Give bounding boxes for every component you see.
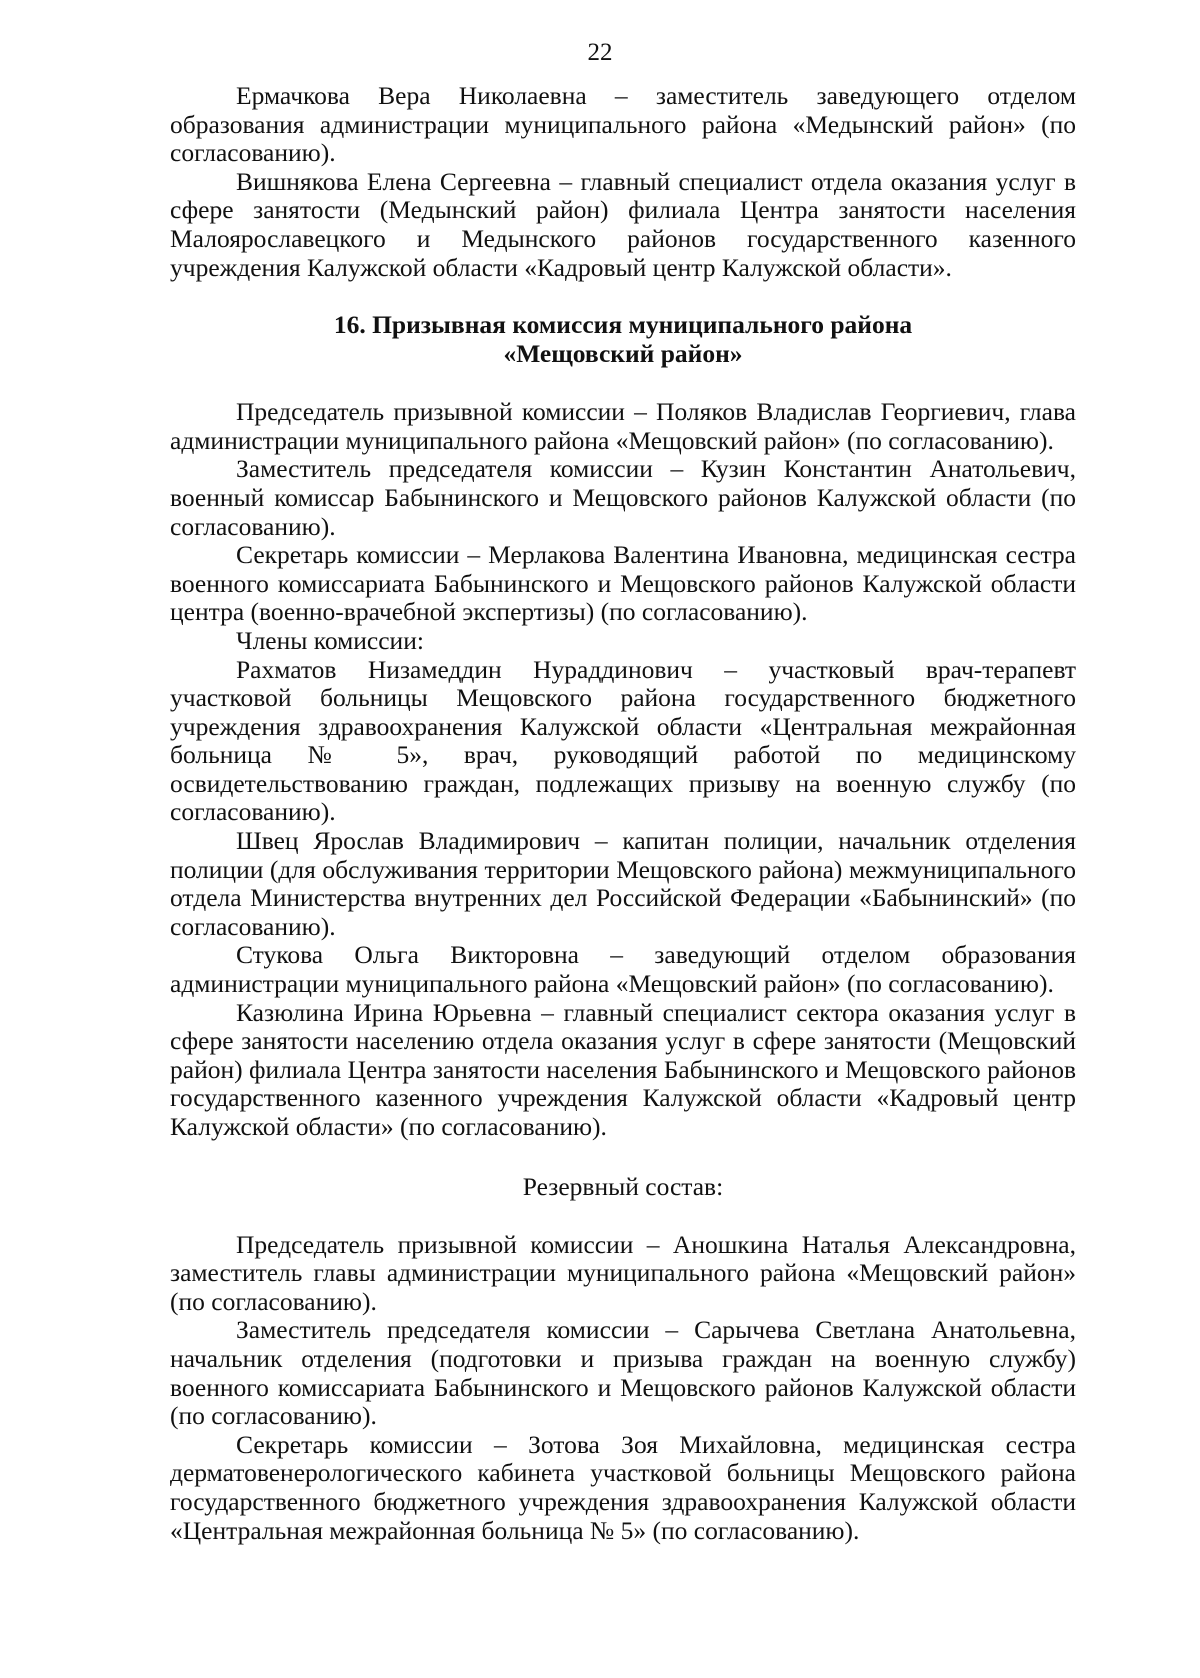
paragraph-chairman: Председатель призывной комиссии – Поляков Владислав Георгиевич, глава администрации муниципального района «Мещовский район» (по согласованию). xyxy=(170,397,1076,455)
paragraph-vishnyakova: Вишнякова Елена Сергеевна – главный специалист отдела оказания услуг в сфере занятости (Медынский район) филиала Центра занятости населения Малоярославецкого и Медынского районов государственного казенного учреждения Калужской области «Кадровый центр Калужской области». xyxy=(170,166,1076,282)
paragraph-reserve-chairman: Председатель призывной комиссии – Аношкина Наталья Александровна, заместитель главы администрации муниципального района «Мещовский район» (по согласованию). xyxy=(170,1229,1076,1316)
reserve-heading: Резервный состав: xyxy=(522,1171,724,1201)
paragraph-member-rakhmatov: Рахматов Низамеддин Нураддинович – участковый врач-терапевт участковой больницы Мещовского района государственного бюджетного учреждения здравоохранения Калужской области «Центральная межрайонная больница № 5», врач, руководящий работой по медицинскому освидетельствованию граждан, подлежащих призыву на военную службу (по согласованию). xyxy=(170,654,1076,827)
section-heading xyxy=(170,310,1076,368)
section-heading-line1: 16. Призывная комиссия муниципального района xyxy=(333,310,913,340)
paragraph-secretary: Секретарь комиссии – Мерлакова Валентина Ивановна, медицинская сестра военного комиссариата Бабынинского и Мещовского районов Калужской области центра (военно-врачебной экспертизы) (по согласованию). xyxy=(170,540,1076,627)
paragraph-member-stukova: Стукова Ольга Викторовна – заведующий отделом образования администрации муниципального района «Мещовский район» (по согласованию). xyxy=(170,940,1076,999)
paragraph-reserve-secretary: Секретарь комиссии – Зотова Зоя Михайловна, медицинская сестра дерматовенерологического кабинета участковой больницы Мещовского района государственного бюджетного учреждения здравоохранения Калужской области «Центральная межрайонная больница № 5» (по согласованию). xyxy=(170,1429,1076,1545)
paragraph-members-label: Члены комиссии: xyxy=(236,625,424,655)
section-heading-line2: «Мещовский район» xyxy=(503,339,743,369)
paragraph-ermachkova: Ермачкова Вера Николаевна – заместитель заведующего отделом образования администрации муниципального района «Медынский район» (по согласованию). xyxy=(170,81,1076,168)
paragraph-deputy-chairman: Заместитель председателя комиссии – Кузин Константин Анатольевич, военный комиссар Бабынинского и Мещовского районов Калужской области (по согласованию). xyxy=(170,454,1076,541)
paragraph-reserve-deputy: Заместитель председателя комиссии – Сарычева Светлана Анатольевна, начальник отделения (подготовки и призыва граждан на военную службу) военного комиссариата Бабынинского и Мещовского районов Калужской области (по согласованию). xyxy=(170,1315,1076,1431)
page-number: 22 xyxy=(587,39,613,66)
document-body xyxy=(170,82,1076,1545)
paragraph-member-kazyulina: Казюлина Ирина Юрьевна – главный специалист сектора оказания услуг в сфере занятости населению отдела оказания услуг в сфере занятости (Мещовский район) филиала Центра занятости населения Бабынинского и Мещовского районов государственного казенного учреждения Калужской области «Кадровый центр Калужской области» (по согласованию). xyxy=(170,997,1076,1141)
paragraph-member-shvets: Швец Ярослав Владимирович – капитан полиции, начальник отделения полиции (для обслуживания территории Мещовского района) межмуниципального отдела Министерства внутренних дел Российской Федерации «Бабынинский» (по согласованию). xyxy=(170,826,1076,941)
